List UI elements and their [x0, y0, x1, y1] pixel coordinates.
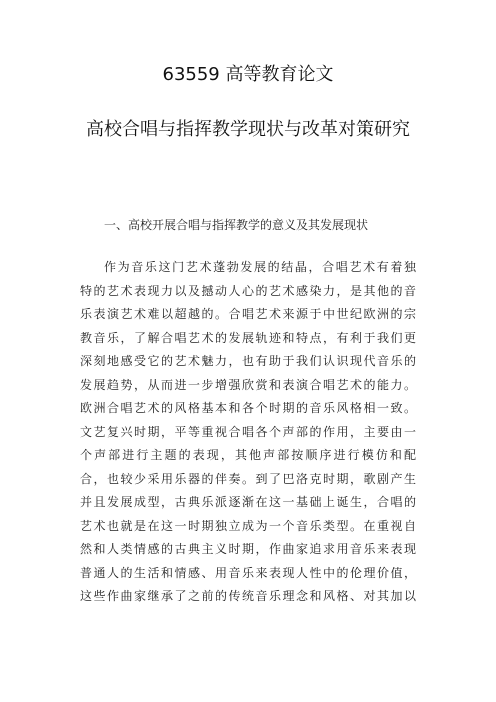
body-paragraph — [80, 256, 416, 609]
body-line: 并且发展成型，古典乐派逐渐在这一基础上诞生，合唱的 — [80, 495, 416, 509]
body-line: 艺术也就是在这一时期独立成为一个音乐类型。在重视自 — [80, 518, 416, 533]
body-line: 作为音乐这门艺术蓬勃发展的结晶，合唱艺术有着独 — [104, 260, 416, 274]
body-line: 乐表演艺术难以超越的。合唱艺术来源于中世纪欧洲的宗 — [80, 307, 416, 321]
section-heading: 一、高校开展合唱与指挥教学的意义及其发展现状 — [104, 218, 369, 232]
body-line: 深刻地感受它的艺术魅力，也有助于我们认识现代音乐的 — [80, 354, 416, 368]
body-line: 发展趋势，从而进一步增强欣赏和表演合唱艺术的能力。 — [80, 377, 416, 392]
body-line: 个声部进行主题的表现，其他声部按顺序进行模仿和配 — [80, 448, 416, 462]
body-line: 然和人类情感的古典主义时期，作曲家追求用音乐来表现 — [80, 542, 416, 556]
body-line: 普通人的生活和情感、用音乐来表现人性中的伦理价值， — [80, 565, 416, 580]
body-line: 这些作曲家继承了之前的传统音乐理念和风格、对其加以 — [80, 589, 416, 603]
body-line: 合，也较少采用乐器的伴奏。到了巴洛克时期，歌剧产生 — [80, 471, 416, 486]
body-line: 教音乐，了解合唱艺术的发展轨迹和特点，有利于我们更 — [80, 330, 416, 345]
document-main-title: 高校合唱与指挥教学现状与改革对策研究 — [86, 119, 410, 140]
body-line: 欧洲合唱艺术的风格基本和各个时期的音乐风格相一致。 — [80, 401, 416, 415]
body-line: 特的艺术表现力以及撼动人心的艺术感染力，是其他的音 — [80, 283, 416, 298]
body-line: 文艺复兴时期，平等重视合唱各个声部的作用，主要由一 — [80, 424, 416, 439]
document-code-title: 63559 高等教育论文 — [162, 64, 334, 85]
